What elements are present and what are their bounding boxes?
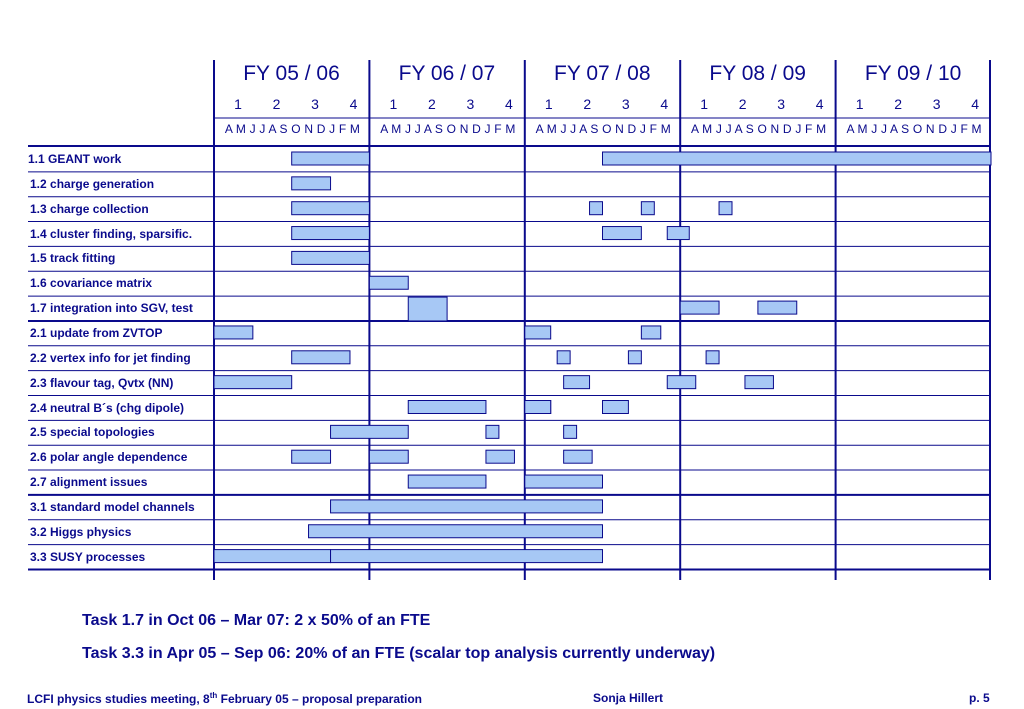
task-bar: [525, 401, 551, 414]
footer-meeting-prefix: LCFI physics studies meeting, 8: [27, 692, 210, 706]
task-bar: [745, 376, 773, 389]
task-bar: [331, 550, 603, 563]
task-bar: [408, 401, 486, 414]
task-label: 1.1 GEANT work: [28, 152, 122, 166]
task-bar: [292, 351, 350, 364]
task-bar: [603, 152, 992, 165]
fiscal-year-label: FY 06 / 07: [398, 62, 496, 85]
quarter-label: 1: [544, 96, 553, 112]
task-bar: [603, 227, 642, 240]
task-label: 1.7 integration into SGV, test: [30, 301, 193, 316]
fiscal-year-label: FY 07 / 08: [554, 62, 651, 85]
task-bar: [758, 301, 797, 314]
task-label: 2.5 special topologies: [30, 425, 155, 440]
quarter-label: 1: [700, 96, 709, 112]
quarter-label: 3: [621, 96, 630, 112]
fiscal-year-label: FY 09 / 10: [864, 62, 962, 85]
month-labels: A M J J A S O N D J F M: [691, 122, 827, 136]
quarter-label: 2: [427, 96, 436, 112]
task-bar: [706, 351, 719, 364]
task-bar: [214, 550, 331, 563]
task-label: 2.6 polar angle dependence: [30, 450, 188, 465]
quarter-label: 3: [466, 96, 475, 112]
quarter-label: 4: [504, 96, 513, 112]
task-bar: [214, 376, 292, 389]
quarter-label: 3: [311, 96, 319, 112]
task-label: 3.3 SUSY processes: [30, 549, 146, 564]
task-bar: [408, 297, 447, 321]
task-bar: [590, 202, 603, 215]
task-label: 2.7 alignment issues: [30, 475, 148, 490]
task-bar: [641, 202, 654, 215]
quarter-label: 1: [855, 96, 864, 112]
quarter-label: 1: [234, 96, 242, 112]
task-bar: [680, 301, 719, 314]
footer-author: Sonja Hillert: [593, 691, 664, 705]
task-bar: [525, 475, 603, 488]
quarter-label: 2: [894, 96, 902, 112]
task-bar: [369, 450, 408, 463]
task-label: 1.3 charge collection: [30, 201, 149, 216]
task-bar: [292, 251, 370, 264]
footer-meeting-suffix: February 05 – proposal preparation: [217, 692, 423, 706]
note-task-1-7: Task 1.7 in Oct 06 – Mar 07: 2 x 50% of an FTE: [82, 612, 431, 629]
fiscal-year-label: FY 08 / 09: [709, 62, 806, 85]
task-bar: [557, 351, 570, 364]
month-labels: A M J J A S O N D J F M: [380, 122, 516, 136]
task-bar: [292, 450, 331, 463]
quarter-label: 2: [738, 96, 747, 112]
quarter-label: 4: [660, 96, 669, 112]
task-bar: [331, 500, 603, 513]
quarter-label: 3: [777, 96, 786, 112]
task-bar: [564, 450, 592, 463]
footer-page-number: p. 5: [969, 691, 990, 705]
task-bar: [486, 425, 499, 438]
task-label: 1.5 track fitting: [30, 251, 116, 266]
quarter-label: 1: [389, 96, 398, 112]
task-bar: [719, 202, 732, 215]
fiscal-year-label: FY 05 / 06: [243, 62, 340, 85]
quarter-label: 4: [815, 96, 824, 112]
task-bar: [292, 227, 370, 240]
task-label: 2.4 neutral B´s (chg dipole): [30, 400, 185, 415]
footer-meeting: [27, 691, 422, 706]
footer-meeting-sup: th: [209, 691, 218, 700]
task-label: 2.2 vertex info for jet finding: [30, 350, 191, 365]
task-bar: [628, 351, 641, 364]
task-bar: [486, 450, 514, 463]
quarter-label: 2: [272, 96, 281, 112]
task-bar: [564, 425, 577, 438]
task-bar: [292, 177, 331, 190]
month-labels: A M J J A S O N D J F M: [224, 122, 361, 136]
task-label: 3.1 standard model channels: [30, 499, 195, 514]
note-task-3-3: Task 3.3 in Apr 05 – Sep 06: 20% of an FTE (scalar top analysis currently underway): [82, 645, 716, 662]
quarter-label: 4: [971, 96, 979, 112]
task-bar: [525, 326, 551, 339]
task-label: 2.3 flavour tag, Qvtx (NN): [30, 375, 174, 390]
task-bar: [369, 276, 408, 289]
task-bar: [603, 401, 629, 414]
quarter-label: 4: [349, 96, 358, 112]
month-labels: A M J J A S O N D J F M: [846, 122, 982, 136]
task-label: 2.1 update from ZVTOP: [30, 325, 163, 340]
task-label: 1.4 cluster finding, sparsific.: [30, 226, 193, 241]
month-labels: A M J J A S O N D J F M: [535, 122, 671, 136]
task-bar: [564, 376, 590, 389]
task-label: 1.2 charge generation: [30, 176, 155, 191]
task-bar: [292, 152, 370, 165]
task-bar: [292, 202, 370, 215]
task-label: 1.6 covariance matrix: [30, 276, 153, 291]
task-bar: [641, 326, 660, 339]
task-bar: [667, 376, 695, 389]
task-bar: [331, 425, 409, 438]
task-bar: [214, 326, 253, 339]
task-label: 3.2 Higgs physics: [30, 524, 132, 539]
quarter-label: 2: [583, 96, 592, 112]
task-bar: [667, 227, 689, 240]
task-bar: [408, 475, 486, 488]
quarter-label: 3: [932, 96, 941, 112]
task-bar: [309, 525, 603, 538]
